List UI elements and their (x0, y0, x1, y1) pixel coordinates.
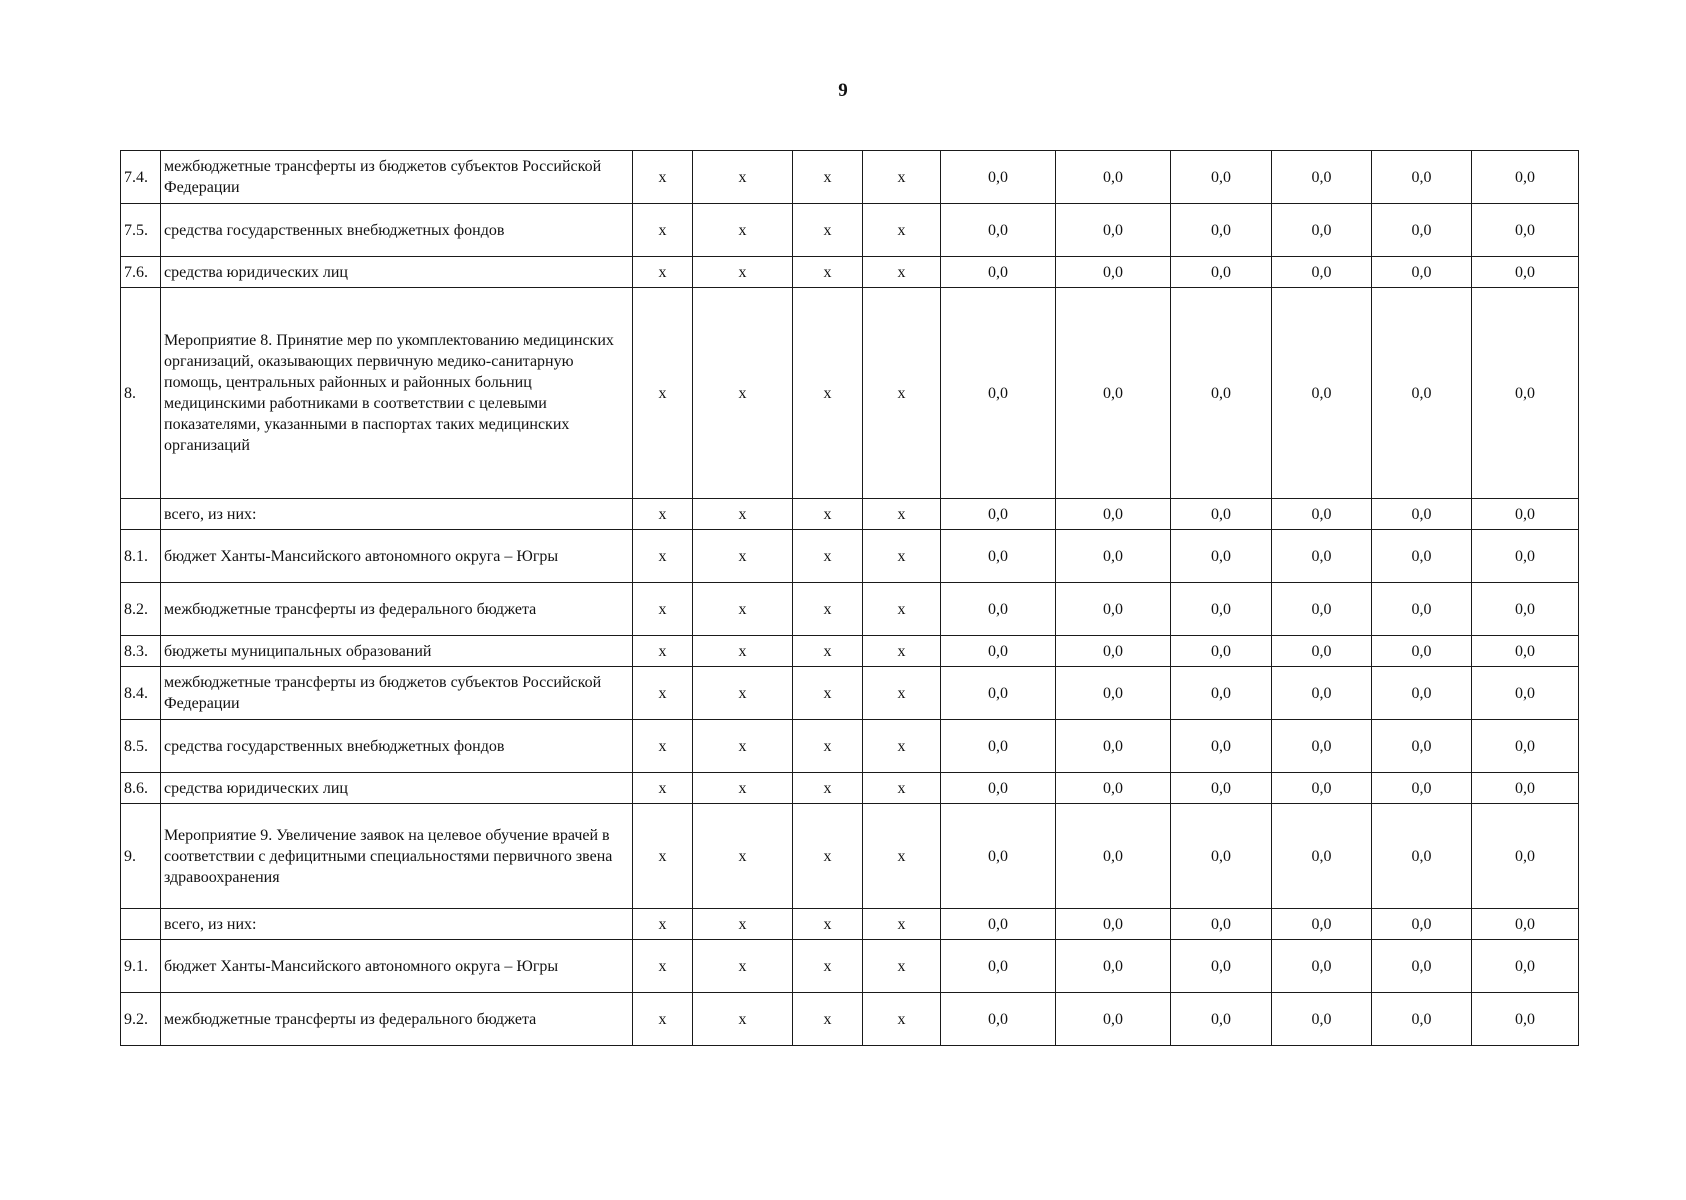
value-cell: 0,0 (1272, 499, 1372, 530)
value-cell: 0,0 (1272, 583, 1372, 636)
value-cell: 0,0 (1272, 151, 1372, 204)
mark-cell: х (633, 909, 693, 940)
row-description: всего, из них: (161, 909, 633, 940)
value-cell: 0,0 (1056, 667, 1171, 720)
value-cell: 0,0 (1272, 993, 1372, 1046)
mark-cell: х (793, 720, 863, 773)
value-cell: 0,0 (1171, 993, 1272, 1046)
table-row (121, 909, 1579, 940)
value-cell: 0,0 (1056, 636, 1171, 667)
row-description: средства юридических лиц (161, 257, 633, 288)
mark-cell: х (863, 499, 941, 530)
row-number (121, 909, 161, 940)
mark-cell: х (863, 909, 941, 940)
page-number: 9 (838, 80, 848, 101)
value-cell: 0,0 (1472, 636, 1579, 667)
mark-cell: х (863, 667, 941, 720)
row-number: 8.4. (121, 667, 161, 720)
value-cell: 0,0 (1056, 804, 1171, 909)
table-row (121, 720, 1579, 773)
value-cell: 0,0 (1472, 151, 1579, 204)
table-row (121, 257, 1579, 288)
value-cell: 0,0 (1372, 667, 1472, 720)
mark-cell: х (863, 804, 941, 909)
value-cell: 0,0 (1056, 204, 1171, 257)
value-cell: 0,0 (1171, 257, 1272, 288)
value-cell: 0,0 (1372, 993, 1472, 1046)
value-cell: 0,0 (1171, 499, 1272, 530)
value-cell: 0,0 (941, 940, 1056, 993)
mark-cell: х (633, 993, 693, 1046)
value-cell: 0,0 (1472, 288, 1579, 499)
row-number: 8.2. (121, 583, 161, 636)
mark-cell: х (693, 773, 793, 804)
mark-cell: х (793, 636, 863, 667)
value-cell: 0,0 (1472, 667, 1579, 720)
value-cell: 0,0 (1472, 204, 1579, 257)
value-cell: 0,0 (1056, 720, 1171, 773)
value-cell: 0,0 (1171, 151, 1272, 204)
value-cell: 0,0 (1171, 288, 1272, 499)
row-number: 8.1. (121, 530, 161, 583)
value-cell: 0,0 (1472, 993, 1579, 1046)
row-number (121, 499, 161, 530)
value-cell: 0,0 (1372, 940, 1472, 993)
value-cell: 0,0 (1372, 257, 1472, 288)
row-number: 7.4. (121, 151, 161, 204)
value-cell: 0,0 (1472, 909, 1579, 940)
mark-cell: х (633, 499, 693, 530)
mark-cell: х (633, 636, 693, 667)
value-cell: 0,0 (1472, 804, 1579, 909)
mark-cell: х (793, 940, 863, 993)
mark-cell: х (633, 667, 693, 720)
mark-cell: х (793, 257, 863, 288)
value-cell: 0,0 (941, 499, 1056, 530)
value-cell: 0,0 (1272, 530, 1372, 583)
mark-cell: х (693, 636, 793, 667)
value-cell: 0,0 (1171, 636, 1272, 667)
mark-cell: х (793, 583, 863, 636)
row-description: бюджет Ханты-Мансийского автономного округа – Югры (161, 940, 633, 993)
value-cell: 0,0 (1372, 288, 1472, 499)
row-description: Мероприятие 8. Принятие мер по укомплектованию медицинских организаций, оказывающих первичную медико-санитарную помощь, центральных районных и районных больниц медицинскими работниками в соответствии с целевыми показателями, указанными в паспортах таких медицинских организаций (161, 288, 633, 499)
value-cell: 0,0 (941, 257, 1056, 288)
table-row (121, 773, 1579, 804)
value-cell: 0,0 (1171, 530, 1272, 583)
value-cell: 0,0 (941, 530, 1056, 583)
value-cell: 0,0 (1372, 773, 1472, 804)
row-description: бюджет Ханты-Мансийского автономного округа – Югры (161, 530, 633, 583)
mark-cell: х (693, 204, 793, 257)
value-cell: 0,0 (1056, 773, 1171, 804)
mark-cell: х (693, 993, 793, 1046)
row-number: 8.6. (121, 773, 161, 804)
mark-cell: х (863, 204, 941, 257)
row-number: 9.1. (121, 940, 161, 993)
value-cell: 0,0 (1056, 499, 1171, 530)
value-cell: 0,0 (1272, 204, 1372, 257)
value-cell: 0,0 (1171, 773, 1272, 804)
row-description: межбюджетные трансферты из федерального бюджета (161, 993, 633, 1046)
mark-cell: х (863, 720, 941, 773)
row-number: 8. (121, 288, 161, 499)
mark-cell: х (863, 288, 941, 499)
table-row (121, 804, 1579, 909)
value-cell: 0,0 (1372, 151, 1472, 204)
row-description: бюджеты муниципальных образований (161, 636, 633, 667)
value-cell: 0,0 (1056, 583, 1171, 636)
mark-cell: х (793, 204, 863, 257)
value-cell: 0,0 (941, 773, 1056, 804)
mark-cell: х (693, 909, 793, 940)
mark-cell: х (793, 530, 863, 583)
table-row (121, 530, 1579, 583)
value-cell: 0,0 (1472, 499, 1579, 530)
mark-cell: х (633, 257, 693, 288)
value-cell: 0,0 (1171, 720, 1272, 773)
mark-cell: х (633, 288, 693, 499)
row-description: межбюджетные трансферты из федерального бюджета (161, 583, 633, 636)
mark-cell: х (693, 667, 793, 720)
table-row (121, 993, 1579, 1046)
mark-cell: х (793, 773, 863, 804)
mark-cell: х (693, 151, 793, 204)
value-cell: 0,0 (1472, 530, 1579, 583)
mark-cell: х (793, 993, 863, 1046)
value-cell: 0,0 (1372, 720, 1472, 773)
value-cell: 0,0 (1272, 773, 1372, 804)
value-cell: 0,0 (1171, 909, 1272, 940)
row-description: межбюджетные трансферты из бюджетов субъектов Российской Федерации (161, 151, 633, 204)
value-cell: 0,0 (1472, 583, 1579, 636)
row-number: 8.3. (121, 636, 161, 667)
value-cell: 0,0 (941, 583, 1056, 636)
value-cell: 0,0 (1372, 499, 1472, 530)
value-cell: 0,0 (1056, 151, 1171, 204)
mark-cell: х (693, 530, 793, 583)
mark-cell: х (693, 804, 793, 909)
value-cell: 0,0 (1056, 288, 1171, 499)
value-cell: 0,0 (1056, 257, 1171, 288)
value-cell: 0,0 (1272, 940, 1372, 993)
mark-cell: х (633, 804, 693, 909)
value-cell: 0,0 (1171, 204, 1272, 257)
mark-cell: х (863, 773, 941, 804)
mark-cell: х (633, 151, 693, 204)
mark-cell: х (693, 499, 793, 530)
value-cell: 0,0 (1372, 204, 1472, 257)
mark-cell: х (633, 583, 693, 636)
value-cell: 0,0 (941, 151, 1056, 204)
table-row (121, 583, 1579, 636)
table-row (121, 940, 1579, 993)
value-cell: 0,0 (1372, 804, 1472, 909)
value-cell: 0,0 (941, 720, 1056, 773)
mark-cell: х (863, 257, 941, 288)
value-cell: 0,0 (1472, 940, 1579, 993)
mark-cell: х (633, 720, 693, 773)
value-cell: 0,0 (1472, 257, 1579, 288)
value-cell: 0,0 (941, 636, 1056, 667)
value-cell: 0,0 (1171, 583, 1272, 636)
mark-cell: х (693, 257, 793, 288)
value-cell: 0,0 (1272, 909, 1372, 940)
value-cell: 0,0 (1056, 530, 1171, 583)
value-cell: 0,0 (1272, 636, 1372, 667)
mark-cell: х (863, 940, 941, 993)
row-description: межбюджетные трансферты из бюджетов субъектов Российской Федерации (161, 667, 633, 720)
row-description: Мероприятие 9. Увеличение заявок на целевое обучение врачей в соответствии с дефицитными специальностями первичного звена здравоохранения (161, 804, 633, 909)
value-cell: 0,0 (1272, 667, 1372, 720)
value-cell: 0,0 (1372, 909, 1472, 940)
mark-cell: х (633, 204, 693, 257)
row-description: средства государственных внебюджетных фондов (161, 720, 633, 773)
value-cell: 0,0 (1171, 804, 1272, 909)
table-row (121, 204, 1579, 257)
table-row (121, 288, 1579, 499)
mark-cell: х (693, 940, 793, 993)
mark-cell: х (863, 530, 941, 583)
row-number: 7.5. (121, 204, 161, 257)
row-description: всего, из них: (161, 499, 633, 530)
value-cell: 0,0 (1171, 667, 1272, 720)
mark-cell: х (863, 151, 941, 204)
table-body (121, 151, 1579, 1046)
mark-cell: х (863, 993, 941, 1046)
table-row (121, 151, 1579, 204)
mark-cell: х (693, 288, 793, 499)
mark-cell: х (633, 773, 693, 804)
value-cell: 0,0 (1372, 583, 1472, 636)
mark-cell: х (693, 583, 793, 636)
mark-cell: х (793, 288, 863, 499)
table-row (121, 499, 1579, 530)
mark-cell: х (633, 530, 693, 583)
value-cell: 0,0 (1272, 804, 1372, 909)
value-cell: 0,0 (1272, 257, 1372, 288)
value-cell: 0,0 (941, 909, 1056, 940)
mark-cell: х (793, 151, 863, 204)
financing-table (120, 150, 1579, 1046)
row-description: средства юридических лиц (161, 773, 633, 804)
value-cell: 0,0 (941, 288, 1056, 499)
row-number: 8.5. (121, 720, 161, 773)
value-cell: 0,0 (941, 993, 1056, 1046)
mark-cell: х (793, 499, 863, 530)
mark-cell: х (793, 804, 863, 909)
value-cell: 0,0 (941, 804, 1056, 909)
value-cell: 0,0 (941, 204, 1056, 257)
mark-cell: х (863, 583, 941, 636)
value-cell: 0,0 (1372, 530, 1472, 583)
value-cell: 0,0 (1056, 993, 1171, 1046)
value-cell: 0,0 (1272, 288, 1372, 499)
mark-cell: х (633, 940, 693, 993)
mark-cell: х (793, 909, 863, 940)
value-cell: 0,0 (1171, 940, 1272, 993)
table-row (121, 667, 1579, 720)
value-cell: 0,0 (1472, 720, 1579, 773)
value-cell: 0,0 (1272, 720, 1372, 773)
value-cell: 0,0 (1056, 909, 1171, 940)
row-number: 9.2. (121, 993, 161, 1046)
mark-cell: х (693, 720, 793, 773)
table-row (121, 636, 1579, 667)
value-cell: 0,0 (1056, 940, 1171, 993)
value-cell: 0,0 (1472, 773, 1579, 804)
row-number: 7.6. (121, 257, 161, 288)
row-number: 9. (121, 804, 161, 909)
mark-cell: х (863, 636, 941, 667)
value-cell: 0,0 (1372, 636, 1472, 667)
mark-cell: х (793, 667, 863, 720)
row-description: средства государственных внебюджетных фондов (161, 204, 633, 257)
value-cell: 0,0 (941, 667, 1056, 720)
